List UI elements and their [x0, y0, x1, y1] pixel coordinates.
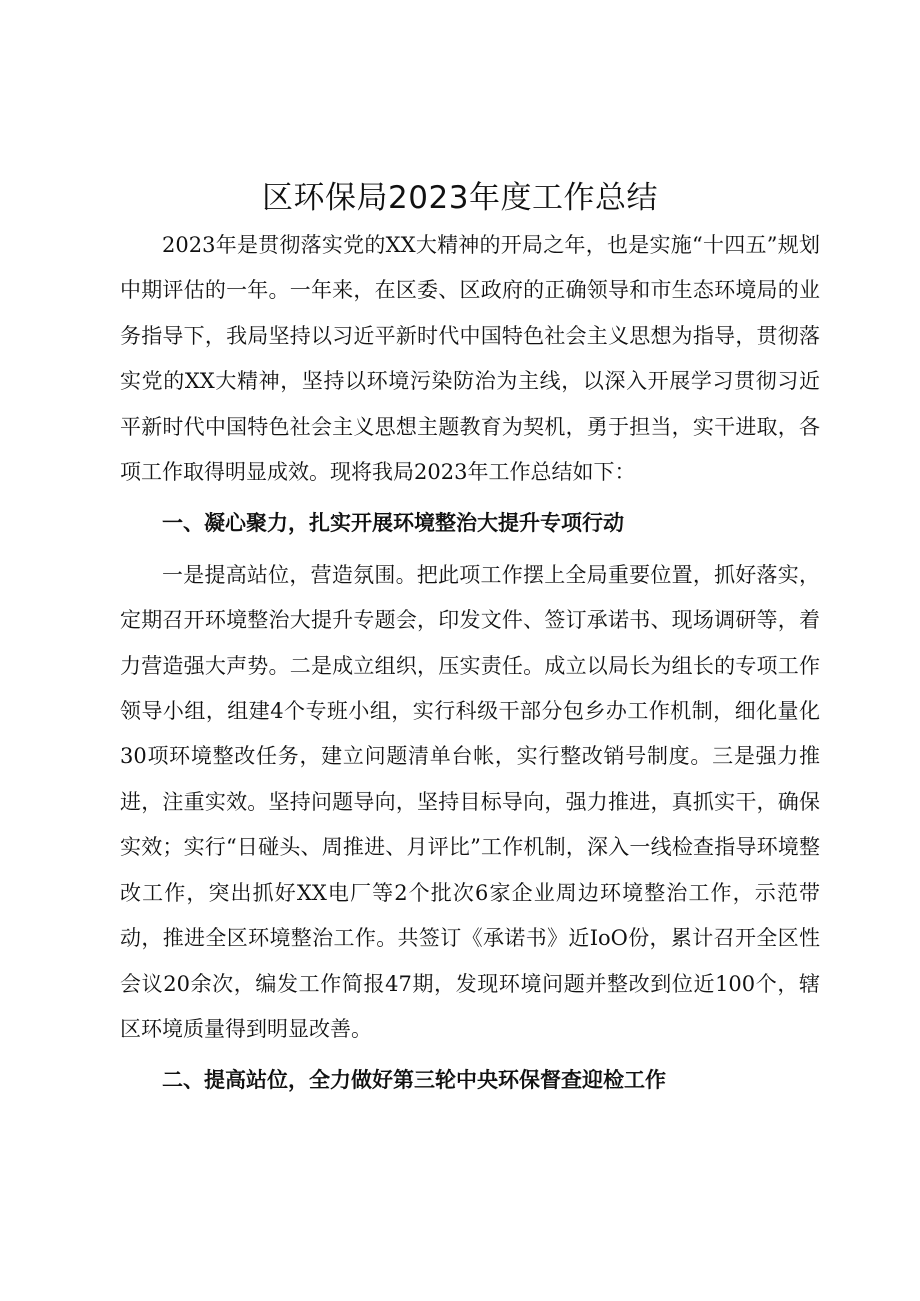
section-heading-1: 一、凝心聚力，扎实开展环境整治大提升专项行动 — [162, 511, 624, 536]
section-1-paragraph: 一是提高站位，营造氛围。把此项工作摆上全局重要位置，抓好落实，定期召开环境整治大提升专题会，印发文件、签订承诺书、现场调研等，着力营造强大声势。二是成立组织，压实责任。成立以局长为组长的专项工作领导小组，组建4个专班小组，实行科级干部分包乡办工作机制，细化量化30项环境整改任务，建立问题清单台帐，实行整改销号制度。三是强力推进，注重实效。坚持问题导向，坚持目标导向，强力推进，真抓实干，确保实效；实行“日碰头、周推进、月评比”工作机制，深入一线检查指导环境整改工作，突出抓好XX电厂等2个批次6家企业周边环境整治工作，示范带动，推进全区环境整治工作。共签订《承诺书》近IoO份，累计召开全区性会议20余次，编发工作简报47期，发现环境问题并整改到位近100个，辖区环境质量得到明显改善。 — [120, 562, 820, 1041]
section-heading-2: 二、提高站位，全力做好第三轮中央环保督查迎检工作 — [162, 1068, 666, 1093]
document-body — [120, 223, 820, 1110]
intro-paragraph: 2023年是贯彻落实党的XX大精神的开局之年，也是实施“十四五”规划中期评估的一年。一年来，在区委、区政府的正确领导和市生态环境局的业务指导下，我局坚持以习近平新时代中国特色社会主义思想为指导，贯彻落实党的XX大精神，坚持以环境污染防治为主线，以深入开展学习贯彻习近平新时代中国特色社会主义思想主题教育为契机，勇于担当，实干进取，各项工作取得明显成效。现将我局2023年工作总结如下： — [120, 233, 820, 485]
document-title: 区环保局2023年度工作总结 — [262, 180, 658, 216]
